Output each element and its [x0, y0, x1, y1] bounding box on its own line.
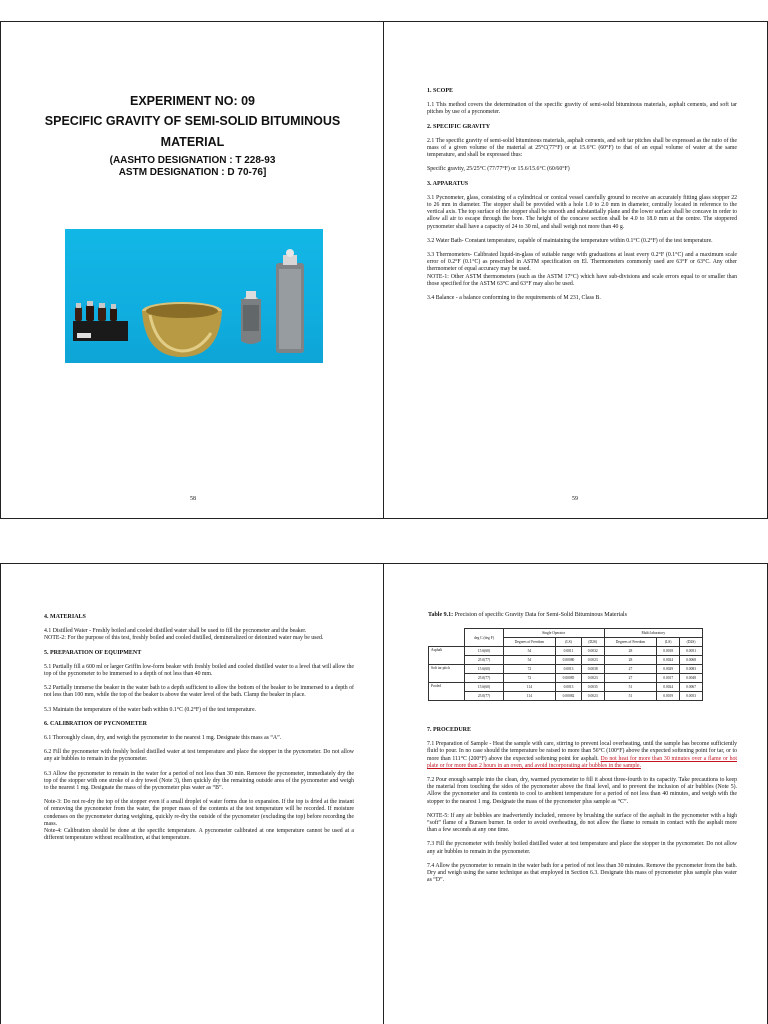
material-cell: Asphalt: [429, 647, 465, 665]
header-single-operator: Single Operator: [503, 629, 604, 638]
header-deg: deg C (deg F): [465, 629, 503, 647]
note-5: NOTE-5: If any air bubbles are inadvertently included, remove by brushing the surface of the asphalt in the pycnometer with a high “soft” flame of a Bunsen burner. In order to avoid overheating, do not allow the flame to remain in contact with the asphalt more than a few seconds at any one time.: [427, 812, 737, 834]
header-multi-laboratory: Multi laboratory: [604, 629, 702, 638]
table-cell: 0.0083: [680, 665, 703, 674]
table-cell: 15.6(60): [465, 647, 503, 656]
table-body: [429, 647, 703, 701]
table-cell: 114: [503, 683, 556, 692]
scope-heading: 1. SCOPE: [427, 88, 454, 94]
table-cell: 28: [604, 656, 657, 665]
table-cell: 0.00080: [556, 656, 582, 665]
preparation-5-3: 5.3 Maintain the temperature of the water bath within 0.1°C (0.2°F) of the test temperature.: [44, 706, 256, 713]
table-cell: 54: [503, 647, 556, 656]
table-cell: 0.0018: [657, 647, 680, 656]
note-3: Note-3: Do not re-dry the top of the stopper even if a small droplet of water forms due to expansion. If the top is dried at the instant of removing the pycnometer from the water, the proper mass of the contents at the test temperature will be recorded. If moisture condenses on the pycnometer during weighing, quickly re-dry the outside of the pycnometer (excluding the top) before recording the mass.: [44, 799, 354, 827]
specific-gravity-formula: Specific gravity, 25/25°C (77/77°F) or 15.6/15.6°C (60/60°F): [427, 166, 570, 173]
table-cell: 15.6(60): [465, 683, 503, 692]
table-cell: 0.0023: [581, 674, 604, 683]
table-row: [429, 665, 703, 674]
table-cell: 0.0017: [657, 674, 680, 683]
header-d2s-multi: (D2S): [680, 638, 703, 647]
material-cell: Pooled: [429, 683, 465, 701]
table-row: [429, 647, 703, 656]
table-cell: 0.0023: [581, 692, 604, 701]
note-1: NOTE-1: Other ASTM thermometers (such as the ASTM 17°C) which have sub-divisions and scale errors equal to or smaller than those specified for the ASTM 63°C and 63°F may also be used.: [427, 273, 737, 287]
header-d2s-single: (D2S): [581, 638, 604, 647]
table-cell: 0.0051: [680, 647, 703, 656]
table-cell: 0.0024: [657, 656, 680, 665]
page-60-content: [44, 614, 354, 849]
table-cell: 0.0053: [680, 692, 703, 701]
table-row: [429, 692, 703, 701]
apparatus-water-bath: 3.2 Water Bath- Constant temperature, capable of maintaining the temperature within 0.1°C (0.2°F) of the test temperature.: [427, 237, 713, 244]
specific-gravity-paragraph: 2.1 The specific gravity of semi-solid bituminous materials, asphalt cements, and soft tar pitches shall be expressed as the ratio of the mass of a given volume of the material at 25°C(77°F) or at 15.6°C (60°F) to that of an equal volume of water at the same temperature, and shall be expressed thus:: [427, 137, 737, 159]
header-ls-multi: (LS): [657, 638, 680, 647]
page-60: [0, 563, 385, 1024]
header-ls-single: (LS): [556, 638, 582, 647]
table-cell: 25.0(77): [465, 692, 503, 701]
table-row: [429, 674, 703, 683]
table-cell: 51: [604, 692, 657, 701]
specific-gravity-heading: 2. SPECIFIC GRAVITY: [427, 123, 491, 130]
calibration-heading: 6. CALIBRATION OF PYCNOMETER: [44, 720, 148, 727]
table-cell: 0.0068: [680, 656, 703, 665]
scope-paragraph: 1.1 This method covers the determination of the specific gravity of semi-solid bituminous materials, asphalt cements, and soft tar pitches by use of a pycnometer.: [427, 102, 737, 116]
procedure-7-3: 7.3 Fill the pycnometer with freshly boiled distilled water at test temperature and place the stopper in the pycnometer. Do not allow any air bubbles to remain in the pycnometer.: [427, 841, 737, 855]
materials-heading: 4. MATERIALS: [44, 614, 86, 620]
material-cell: Soft tar pitch: [429, 665, 465, 683]
table-cell: 0.0011: [556, 647, 582, 656]
apparatus-illustration: [65, 229, 323, 363]
procedure-warning: Do not heat for more than 30 minutes over a flame or hot plate or for more than 2 hours in an oven, and avoid incorporating air bubbles in the sample.: [427, 755, 737, 769]
table-cell: 0.0038: [581, 665, 604, 674]
apparatus-photo: [65, 229, 323, 363]
experiment-title: EXPERIMENT NO: 09: [129, 94, 256, 108]
calibration-6-2: 6.2 Fill the pycnometer with freshly boiled distilled water at test temperature and place the stopper in the pycnometer. Do not allow any air bubbles to remain in the pycnometer.: [44, 749, 354, 763]
astm-designation: ASTM DESIGNATION : D 70-76]: [118, 167, 267, 178]
table-cell: 0.0035: [581, 683, 604, 692]
apparatus-thermometers: 3.3 Thermometers- Calibrated liquid-in-glass of suitable range with graduations at least every 0.2°F (0.1°C) and a maximum scale error of 0.2°F (0.1°C) as prescribed in ASTM specification on El. Thermometers commonly used are 63°F or 63°C. Any other thermometer of equal accuracy may be used.: [427, 252, 737, 273]
table-cell: 51: [604, 683, 657, 692]
apparatus-pycnometer: 3.1 Pycnometer, glass, consisting of a cylindrical or conical vessel carefully ground to receive an accurately fitting glass stopper 22 to 26 mm in diameter. The stopper shall be provided with a hole 1.0 to 2.0 mm in diameter, centrally located in reference to the vertical axis. The top surface of the stopper shall be smooth and substantially plane and the lower surface shall be concave in order to allow all air to escape through the bore. The height of the concave section shall be 4.0 to 18.0 mm at the centre. The stoppered pycnometer shall have a capacity of 24 to 30 ml, and shall weigh not more than 40 g.: [427, 194, 737, 230]
page-58: [0, 21, 385, 519]
page-59: [383, 21, 768, 519]
preparation-5-1: 5.1 Partially fill a 600 ml or larger Griffin low-form beaker with freshly boiled and cooled distilled water to a level that will allow the top of the pycnometer to be immersed to a depth of not less than 40 mm.: [44, 663, 354, 678]
table-cell: 25.0(77): [465, 656, 503, 665]
table-cell: 0.0048: [680, 674, 703, 683]
table-cell: 27: [604, 665, 657, 674]
procedure-7-2: 7.2 Pour enough sample into the clean, dry, warmed pycnometer to fill it about three-fourth to its capacity. Take precautions to keep the material from touching the sides of the pycnometer above the final level, and to prevent the inclusion of air bubbles (Note 5). Allow the pycnometer and its contents to cool to ambient temperature for a period of not less than 40 minutes, and weigh with the stopper to the nearest 1 mg. Designate the mass of the pycnometer plus sample as “C”.: [427, 777, 737, 805]
table-cell: 0.0013: [556, 665, 582, 674]
procedure-7-1: 7.1 Preparation of Sample - Heat the sample with care, stirring to prevent local overheating, until the sample has become sufficiently fluid to pour. In no case should the temperature be raised to more than 56°C (100°F) above the expected softening point for tar, or to more than 111°C (200°F) above the expected softening point for asphalt. Do not heat for more than 30 minutes over a flame or hot plate or for more than 2 hours in an oven, and avoid incorporating air bubbles in the sample.: [427, 741, 737, 769]
table-cell: 15.6(60): [465, 665, 503, 674]
apparatus-heading: 3. APPARATUS: [427, 180, 469, 187]
note-4: Note-4: Calibration should be done at the specific temperature. A pycnometer calibrated at one temperature cannot be used at a different temperature without recalibration, at that temperature.: [44, 828, 354, 842]
header-dof-single: Degrees of Freedom: [503, 638, 556, 647]
table-cell: 72: [503, 665, 556, 674]
procedure-7-4: 7.4 Allow the pycnometer to remain in the water bath for a period of not less than 30 minutes. Remove the pycnometer from the bath. Dry and weigh using the same technique as that employed in Section 6.3. Designate this mass of pycnometer plus sample plus water as “D”.: [427, 862, 737, 884]
precision-table: [428, 628, 703, 701]
table-row: [429, 656, 703, 665]
page-number: 58: [190, 496, 196, 502]
page-59-content: [427, 88, 737, 309]
table-cell: 0.0019: [657, 692, 680, 701]
page-61-content: [427, 727, 737, 891]
header-dof-multi: Degrees of Freedom: [604, 638, 657, 647]
table-cell: 27: [604, 674, 657, 683]
page-number: 59: [572, 496, 578, 502]
table-cell: 0.0029: [657, 665, 680, 674]
table-caption: Table 9.1: Precision of specific Gravity Data for Semi-Solid Bituminous Materials: [428, 612, 627, 618]
apparatus-balance: 3.4 Balance - a balance conforming to the requirements of M 231, Class B.: [427, 295, 601, 302]
table-cell: 0.0032: [581, 647, 604, 656]
table-cell: 25.0(77): [465, 674, 503, 683]
table-cell: 0.00082: [556, 692, 582, 701]
table-row: [429, 683, 703, 692]
materials-distilled-water: 4.1 Distilled Water - Freshly boiled and cooled distilled water shall be used to fill the pycnometer and the beaker.: [44, 628, 307, 635]
preparation-5-2: 5.2 Partially immerse the beaker in the water bath to a depth sufficient to allow the bottom of the beaker to be immersed to a depth of not less than 100 mm, while the top of the beaker is above the water level of the bath. Clamp the beaker in place.: [44, 685, 354, 699]
table-cell: 0.0013: [556, 683, 582, 692]
table-cell: 114: [503, 692, 556, 701]
aashto-designation: (AASHTO DESIGNATION : T 228-93: [109, 155, 276, 166]
calibration-6-1: 6.1 Thoroughly clean, dry, and weigh the pycnometer to the nearest 1 mg. Designate this mass as “A”.: [44, 735, 282, 742]
note-2: NOTE-2: For the purpose of this test, freshly boiled and cooled distilled, demineralized or deionized water may be used.: [44, 635, 324, 642]
table-cell: 72: [503, 674, 556, 683]
calibration-6-3: 6.3 Allow the pycnometer to remain in the water for a period of not less than 30 min. Remove the pycnometer, immediately dry the top of the stopper with one stroke of a dry towel (Note 3), then quickly dry the remaining outside area of the pycnometer and weigh to the nearest 1 mg. Designate the mass of the pycnometer plus water as “B”.: [44, 770, 354, 792]
preparation-heading: 5. PREPARATION OF EQUIPMENT: [44, 649, 142, 656]
experiment-subtitle-line2: MATERIAL: [160, 135, 225, 149]
experiment-subtitle-line1: SPECIFIC GRAVITY OF SEMI-SOLID BITUMINOUS: [44, 114, 341, 128]
table-header-row: [429, 629, 703, 638]
table-cell: 0.0067: [680, 683, 703, 692]
table-cell: 0.00085: [556, 674, 582, 683]
table-cell: 0.0024: [657, 683, 680, 692]
table-cell: 54: [503, 656, 556, 665]
procedure-heading: 7. PROCEDURE: [427, 727, 472, 733]
page-61: [383, 563, 768, 1024]
table-cell: 0.0023: [581, 656, 604, 665]
table-cell: 28: [604, 647, 657, 656]
